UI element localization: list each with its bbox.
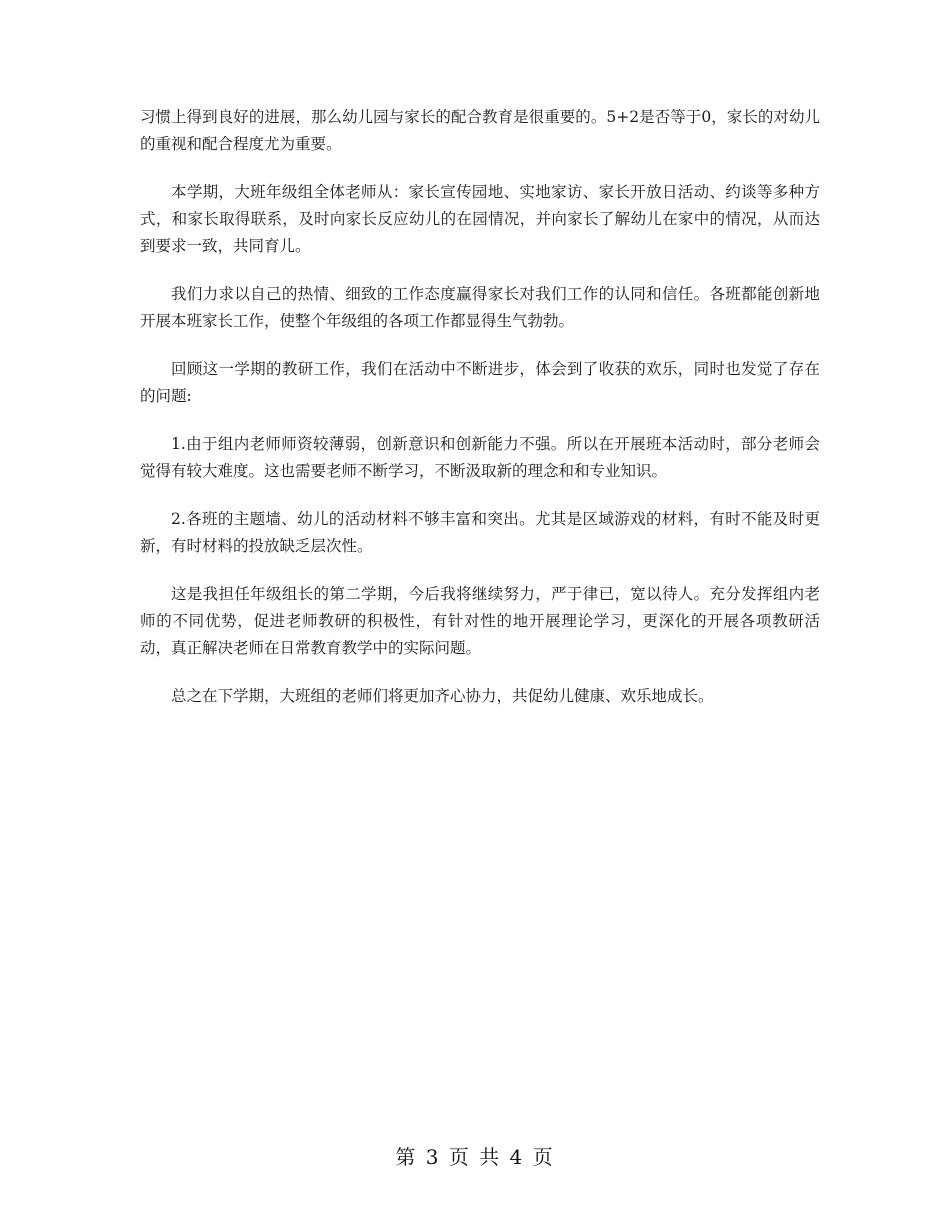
- paragraph-future-plan: 这是我担任年级组长的第二学期，今后我将继续努力，严于律已，宽以待人。充分发挥组内老师的不同优势，促进老师教研的积极性，有针对性的地开展理论学习，更深化的开展各项教研活动，真正解决老师在日常教育教学中的实际问题。: [140, 585, 820, 657]
- page-number-footer: 第 3 页 共 4 页: [395, 1145, 555, 1169]
- document-body: [140, 104, 820, 731]
- paragraph-parent-trust: 我们力求以自己的热情、细致的工作态度赢得家长对我们工作的认同和信任。各班都能创新地开展本班家长工作，使整个年级组的各项工作都显得生气勃勃。: [140, 285, 820, 330]
- paragraph-conclusion: 总之在下学期，大班组的老师们将更加齐心协力，共促幼儿健康、欢乐地成长。: [171, 687, 714, 705]
- paragraph-issue-1: 1.由于组内老师师资较薄弱，创新意识和创新能力不强。所以在开展班本活动时，部分老师会觉得有较大难度。这也需要老师不断学习，不断汲取新的理念和和专业知识。: [140, 435, 820, 480]
- paragraph-parent-communication: 本学期，大班年级组全体老师从：家长宣传园地、实地家访、家长开放日活动、约谈等多种方式，和家长取得联系，及时向家长反应幼儿的在园情况，并向家长了解幼儿在家中的情况，从而达到要求一致，共同育儿。: [140, 183, 820, 255]
- paragraph-research-review: 回顾这一学期的教研工作，我们在活动中不断进步，体会到了收获的欢乐，同时也发觉了存在的问题:: [140, 360, 820, 405]
- paragraph-continuation: 习惯上得到良好的进展，那么幼儿园与家长的配合教育是很重要的。5+2是否等于0，家长的对幼儿的重视和配合程度尤为重要。: [140, 108, 820, 153]
- paragraph-issue-2: 2.各班的主题墙、幼儿的活动材料不够丰富和突出。尤其是区域游戏的材料，有时不能及时更新，有时材料的投放缺乏层次性。: [140, 510, 820, 555]
